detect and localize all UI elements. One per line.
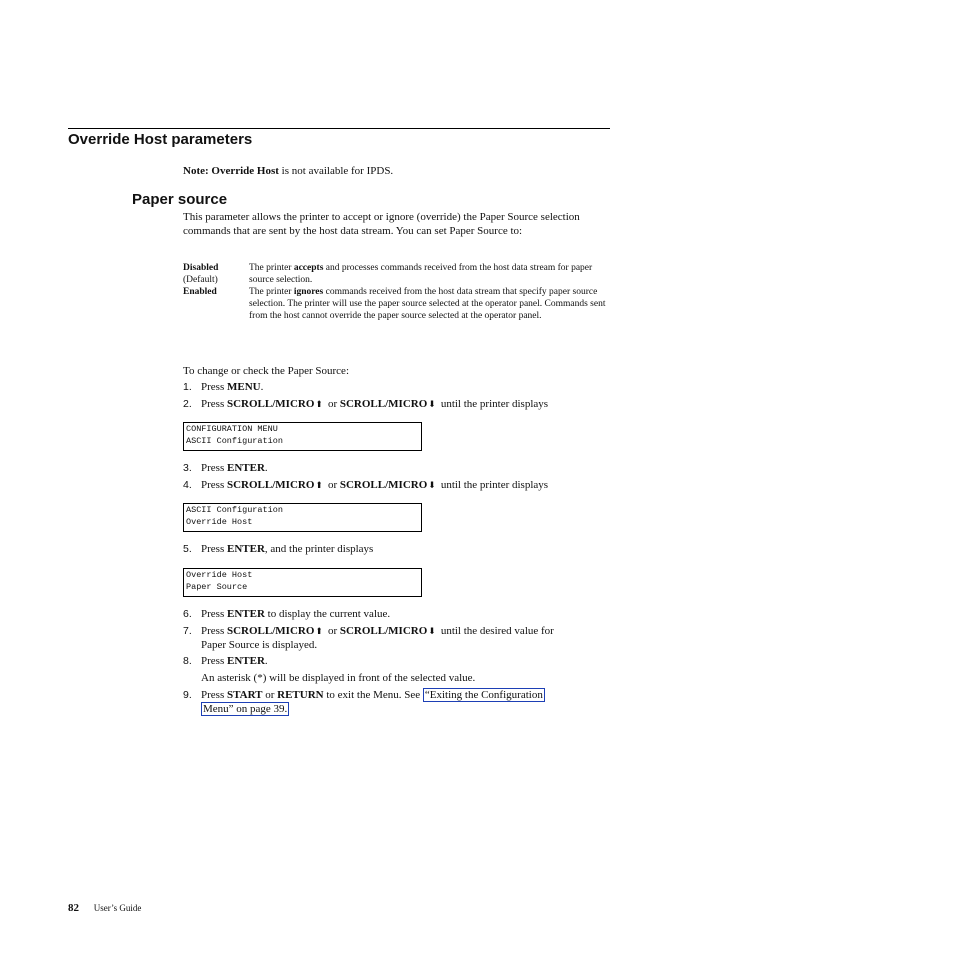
display-line-1: Override Host	[186, 570, 253, 580]
page-number: 82	[68, 902, 79, 914]
step-9: 9. Press START or RETURN to exit the Menu. See “Exiting the Configuration Menu” on page 39.	[183, 689, 543, 715]
note	[183, 164, 393, 178]
display-panel	[183, 422, 422, 451]
step-6: 6. Press ENTER to display the current value.	[183, 608, 391, 620]
section-title: Override Host parameters	[68, 131, 253, 148]
subsection-title: Paper source	[132, 191, 228, 208]
arrow-up-icon: ⬆	[315, 399, 323, 409]
arrow-down-icon: ⬇	[428, 399, 436, 409]
arrow-down-icon: ⬇	[428, 480, 436, 490]
step-4: 4. Press SCROLL/MICRO⬆ or SCROLL/MICRO⬇ until the printer displays	[183, 479, 549, 491]
display-line-2: Paper Source	[186, 581, 248, 592]
display-panel	[183, 568, 422, 597]
option-term: Disabled	[183, 263, 219, 273]
step-2: 2. Press SCROLL/MICRO⬆ or SCROLL/MICRO⬇ until the printer displays	[183, 398, 549, 410]
display-line-1: CONFIGURATION MENU	[186, 424, 278, 434]
option-description: The printer accepts and processes commands received from the host data stream for paper source selection.	[249, 263, 593, 285]
option-enabled	[183, 286, 608, 322]
option-description: The printer ignores commands received from the host data stream that specify paper source selection. The printer will use the paper source selected at the operator panel. Commands sent from the host cannot override the paper source selected at the operator panel.	[249, 287, 606, 321]
step-7: 7. Press SCROLL/MICRO⬆ or SCROLL/MICRO⬇ until the desired value for Paper Source is displayed.	[183, 625, 554, 651]
step-5: 5. Press ENTER, and the printer displays	[183, 543, 374, 555]
book-title: User’s Guide	[93, 903, 142, 913]
note-label: Note:	[183, 165, 209, 177]
step-3: 3. Press ENTER.	[183, 462, 268, 474]
option-qualifier: (Default)	[183, 275, 218, 285]
arrow-up-icon: ⬆	[315, 626, 323, 636]
display-panel	[183, 503, 422, 532]
display-line-1: ASCII Configuration	[186, 505, 283, 515]
intro-paragraph: This parameter allows the printer to accept or ignore (override) the Paper Source selection commands that are sent by the host data stream. You can set Paper Source to:	[183, 211, 580, 237]
step-8: 8. Press ENTER.	[183, 655, 268, 667]
page-footer	[68, 901, 141, 915]
display-line-2: Override Host	[186, 516, 253, 527]
option-disabled	[183, 262, 608, 286]
exiting-menu-link[interactable]: Menu” on page 39.	[203, 702, 288, 715]
section-rule	[68, 128, 610, 129]
step-1: 1. Press MENU.	[183, 381, 264, 393]
display-line-2: ASCII Configuration	[186, 435, 283, 446]
note-text: is not available for IPDS.	[281, 165, 394, 177]
arrow-up-icon: ⬆	[315, 480, 323, 490]
option-term: Enabled	[183, 287, 217, 297]
exiting-menu-link[interactable]: “Exiting the Configuration	[424, 689, 543, 701]
arrow-down-icon: ⬇	[428, 626, 436, 636]
option-list	[183, 262, 608, 322]
note-term: Override Host	[211, 165, 279, 177]
step-8-note: An asterisk (*) will be displayed in front of the selected value.	[201, 672, 476, 684]
procedure-lead: To change or check the Paper Source:	[183, 365, 349, 377]
